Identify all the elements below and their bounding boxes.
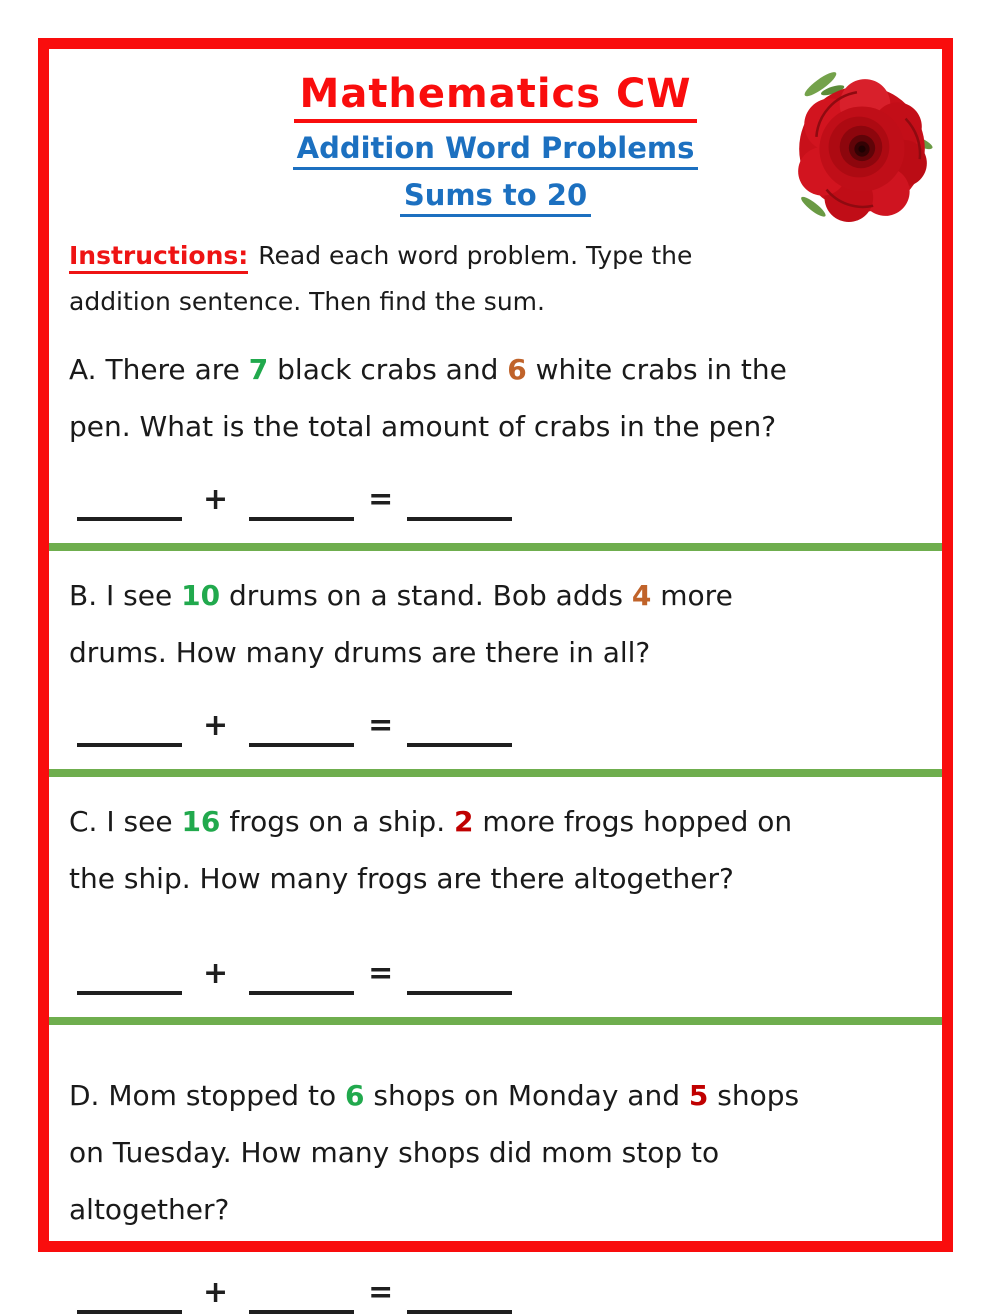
instructions-label: Instructions: — [69, 241, 248, 274]
problem-text-segment: altogether? — [69, 1193, 230, 1226]
problem-a-answer-row — [77, 482, 930, 521]
problem-text-segment: B. I see — [69, 579, 182, 612]
problem-number: 4 — [631, 579, 652, 612]
instructions — [69, 233, 809, 325]
problem-c-text — [69, 793, 930, 907]
problem-text-segment: white crabs in the — [526, 353, 787, 386]
problem-text-segment: shops on Monday and — [364, 1079, 689, 1112]
problem-d — [69, 1067, 930, 1314]
problem-text-segment: more — [651, 579, 733, 612]
problem-text-segment: black crabs and — [268, 353, 508, 386]
problem-number: 5 — [688, 1079, 709, 1112]
problem-a-text — [69, 341, 930, 455]
instructions-line-1: Read each word problem. Type the — [258, 241, 693, 270]
plus-sign: + — [203, 482, 229, 517]
problem-a-addend1-blank[interactable] — [77, 487, 182, 521]
section-divider — [49, 1017, 942, 1025]
problem-text-segment: D. Mom stopped to — [69, 1079, 345, 1112]
worksheet-title: Mathematics CW — [294, 71, 698, 123]
problem-number: 16 — [181, 805, 221, 838]
plus-sign: + — [203, 1275, 229, 1310]
problem-text-segment: C. I see — [69, 805, 182, 838]
problem-number: 7 — [248, 353, 269, 386]
instructions-line-2: addition sentence. Then find the sum. — [69, 287, 545, 316]
problem-c-answer-row — [77, 956, 930, 995]
problem-text-segment: drums on a stand. Bob adds — [220, 579, 632, 612]
plus-sign: + — [203, 708, 229, 743]
problem-c — [69, 793, 930, 995]
equals-sign: = — [368, 482, 394, 517]
problem-text-segment: shops — [708, 1079, 800, 1112]
problem-b — [69, 567, 930, 747]
problem-a-sum-blank[interactable] — [407, 487, 512, 521]
problem-b-answer-row — [77, 708, 930, 747]
problem-number: 6 — [507, 353, 527, 386]
plus-sign: + — [203, 956, 229, 991]
equals-sign: = — [368, 708, 394, 743]
problem-b-sum-blank[interactable] — [407, 713, 512, 747]
section-divider — [49, 769, 942, 777]
worksheet-content — [49, 49, 942, 1310]
problem-number: 10 — [181, 579, 221, 612]
problem-text-segment: drums. How many drums are there in all? — [69, 636, 651, 669]
worksheet-subtitle-2: Sums to 20 — [400, 178, 591, 217]
problem-d-addend1-blank[interactable] — [77, 1280, 182, 1314]
problem-d-sum-blank[interactable] — [407, 1280, 512, 1314]
problem-text-segment: A. There are — [69, 353, 249, 386]
equals-sign: = — [368, 1275, 394, 1310]
problem-b-addend2-blank[interactable] — [249, 713, 354, 747]
problem-b-text — [69, 567, 930, 681]
problem-text-segment: pen. What is the total amount of crabs in the pen? — [69, 410, 777, 443]
worksheet-border — [38, 38, 953, 1310]
problem-c-sum-blank[interactable] — [407, 961, 512, 995]
problem-text-segment: more frogs hopped on — [473, 805, 793, 838]
problem-d-answer-row — [77, 1275, 930, 1314]
problem-number: 2 — [454, 805, 474, 838]
problem-b-addend1-blank[interactable] — [77, 713, 182, 747]
problem-text-segment: frogs on a ship. — [220, 805, 454, 838]
rose-petals — [798, 79, 927, 222]
rose-image — [786, 65, 938, 229]
problem-text-segment: on Tuesday. How many shops did mom stop to — [69, 1136, 720, 1169]
problem-a — [69, 341, 930, 521]
problem-c-addend1-blank[interactable] — [77, 961, 182, 995]
problem-d-addend2-blank[interactable] — [249, 1280, 354, 1314]
worksheet-subtitle-1: Addition Word Problems — [293, 131, 699, 170]
problem-d-text — [69, 1067, 930, 1238]
equals-sign: = — [368, 956, 394, 991]
problem-text-segment: the ship. How many frogs are there altogether? — [69, 862, 734, 895]
problem-number: 6 — [344, 1079, 365, 1112]
problem-c-addend2-blank[interactable] — [249, 961, 354, 995]
section-divider — [49, 543, 942, 551]
problem-a-addend2-blank[interactable] — [249, 487, 354, 521]
